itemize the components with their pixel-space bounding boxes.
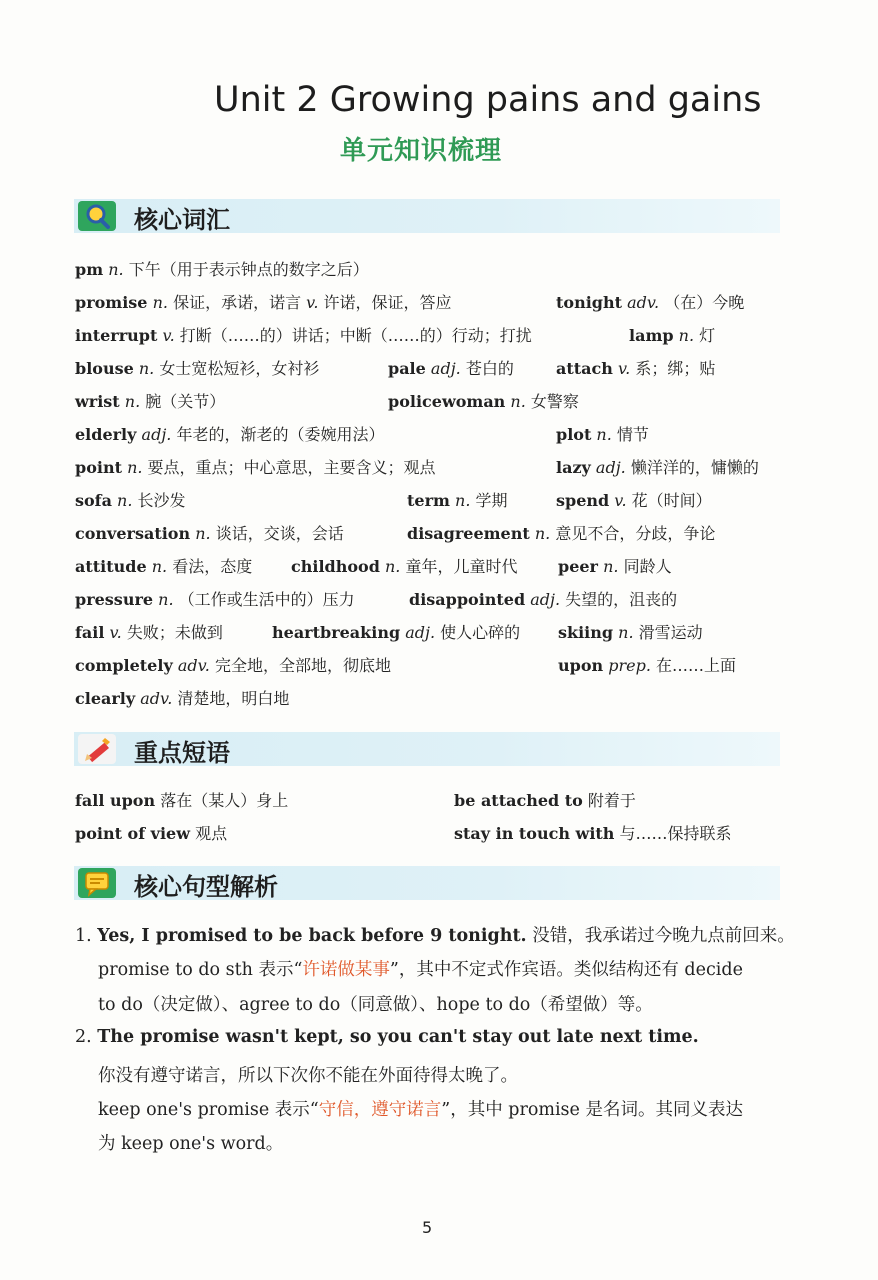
vocab-row: lazy adj. 懒洋洋的，慵懒的: [556, 458, 759, 477]
vocab-row: term n. 学期: [407, 491, 508, 510]
vocab-row: point n. 要点，重点；中心意思，主要含义；观点: [75, 458, 436, 477]
vocab-row: spend v. 花（时间）: [556, 491, 712, 510]
phrase-item: fall upon 落在（某人）身上: [75, 791, 289, 810]
magnifier-icon: [78, 201, 116, 231]
sentence-2-note: keep one's promise 表示“守信，遵守诺言”，其中 promise 是名词。其同义表达: [98, 1100, 743, 1120]
vocab-row: upon prep. 在……上面: [558, 656, 737, 675]
section-header-vocab: [74, 199, 780, 233]
highlight-text: 许诺做某事: [302, 960, 390, 980]
section-label: 核心词汇: [134, 206, 230, 234]
vocab-row: plot n. 情节: [556, 425, 649, 444]
section-label: 重点短语: [134, 739, 230, 767]
vocab-row: completely adv. 完全地，全部地，彻底地: [75, 656, 391, 675]
highlight-text: 守信，遵守诺言: [318, 1100, 442, 1120]
vocab-row: wrist n. 腕（关节）: [75, 392, 226, 411]
vocab-row: attitude n. 看法，态度: [75, 557, 253, 576]
phrase-item: be attached to 附着于: [454, 791, 636, 810]
page-title: Unit 2 Growing pains and gains: [214, 80, 762, 120]
sentence-2-heading: 2. The promise wasn't kept, so you can't stay out late next time.: [75, 1027, 699, 1047]
vocab-row: blouse n. 女士宽松短衫，女衬衫: [75, 359, 320, 378]
page-subtitle: 单元知识梳理: [340, 136, 503, 166]
vocab-row: tonight adv. （在）今晚: [556, 293, 745, 312]
vocab-row: sofa n. 长沙发: [75, 491, 186, 510]
sentence-1-heading: 1. Yes, I promised to be back before 9 tonight. 没错，我承诺过今晚九点前回来。: [75, 926, 795, 946]
vocab-row: lamp n. 灯: [629, 326, 716, 345]
sentence-1-note: promise to do sth 表示“许诺做某事”，其中不定式作宾语。类似结构还有 decide: [98, 960, 743, 980]
vocab-row: promise n. 保证，承诺，诺言 v. 许诺，保证，答应: [75, 293, 452, 312]
pencil-icon: [78, 734, 116, 764]
vocab-row: disappointed adj. 失望的，沮丧的: [409, 590, 678, 609]
sentence-2-note: 为 keep one's word。: [98, 1134, 284, 1154]
sentence-2-translation: 你没有遵守诺言，所以下次你不能在外面待得太晚了。: [98, 1066, 518, 1086]
sentence-1-note: to do（决定做）、agree to do（同意做）、hope to do（希望做）等。: [98, 995, 653, 1015]
phrase-item: stay in touch with 与……保持联系: [454, 824, 732, 843]
page-number: 5: [422, 1218, 433, 1237]
vocab-row: heartbreaking adj. 使人心碎的: [272, 623, 521, 642]
vocab-row: interrupt v. 打断（……的）讲话；中断（……的）行动；打扰: [75, 326, 532, 345]
vocab-row: disagreement n. 意见不合，分歧，争论: [407, 524, 716, 543]
chat-icon: [78, 868, 116, 898]
vocab-row: pm n. 下午（用于表示钟点的数字之后）: [75, 260, 369, 279]
vocab-row: policewoman n. 女警察: [388, 392, 579, 411]
vocab-row: clearly adv. 清楚地，明白地: [75, 689, 290, 708]
vocab-row: attach v. 系；绑；贴: [556, 359, 716, 378]
vocab-row: elderly adj. 年老的，渐老的（委婉用法）: [75, 425, 385, 444]
section-header-sentences: [74, 866, 780, 900]
section-header-phrases: [74, 732, 780, 766]
section-label: 核心句型解析: [134, 873, 278, 901]
vocab-row: pressure n. （工作或生活中的）压力: [75, 590, 355, 609]
vocab-row: skiing n. 滑雪运动: [558, 623, 703, 642]
vocab-row: pale adj. 苍白的: [388, 359, 514, 378]
vocab-row: conversation n. 谈话，交谈，会话: [75, 524, 344, 543]
vocab-row: fail v. 失败；未做到: [75, 623, 223, 642]
vocab-row: childhood n. 童年，儿童时代: [291, 557, 518, 576]
vocab-row: peer n. 同龄人: [558, 557, 672, 576]
phrase-item: point of view 观点: [75, 824, 228, 843]
